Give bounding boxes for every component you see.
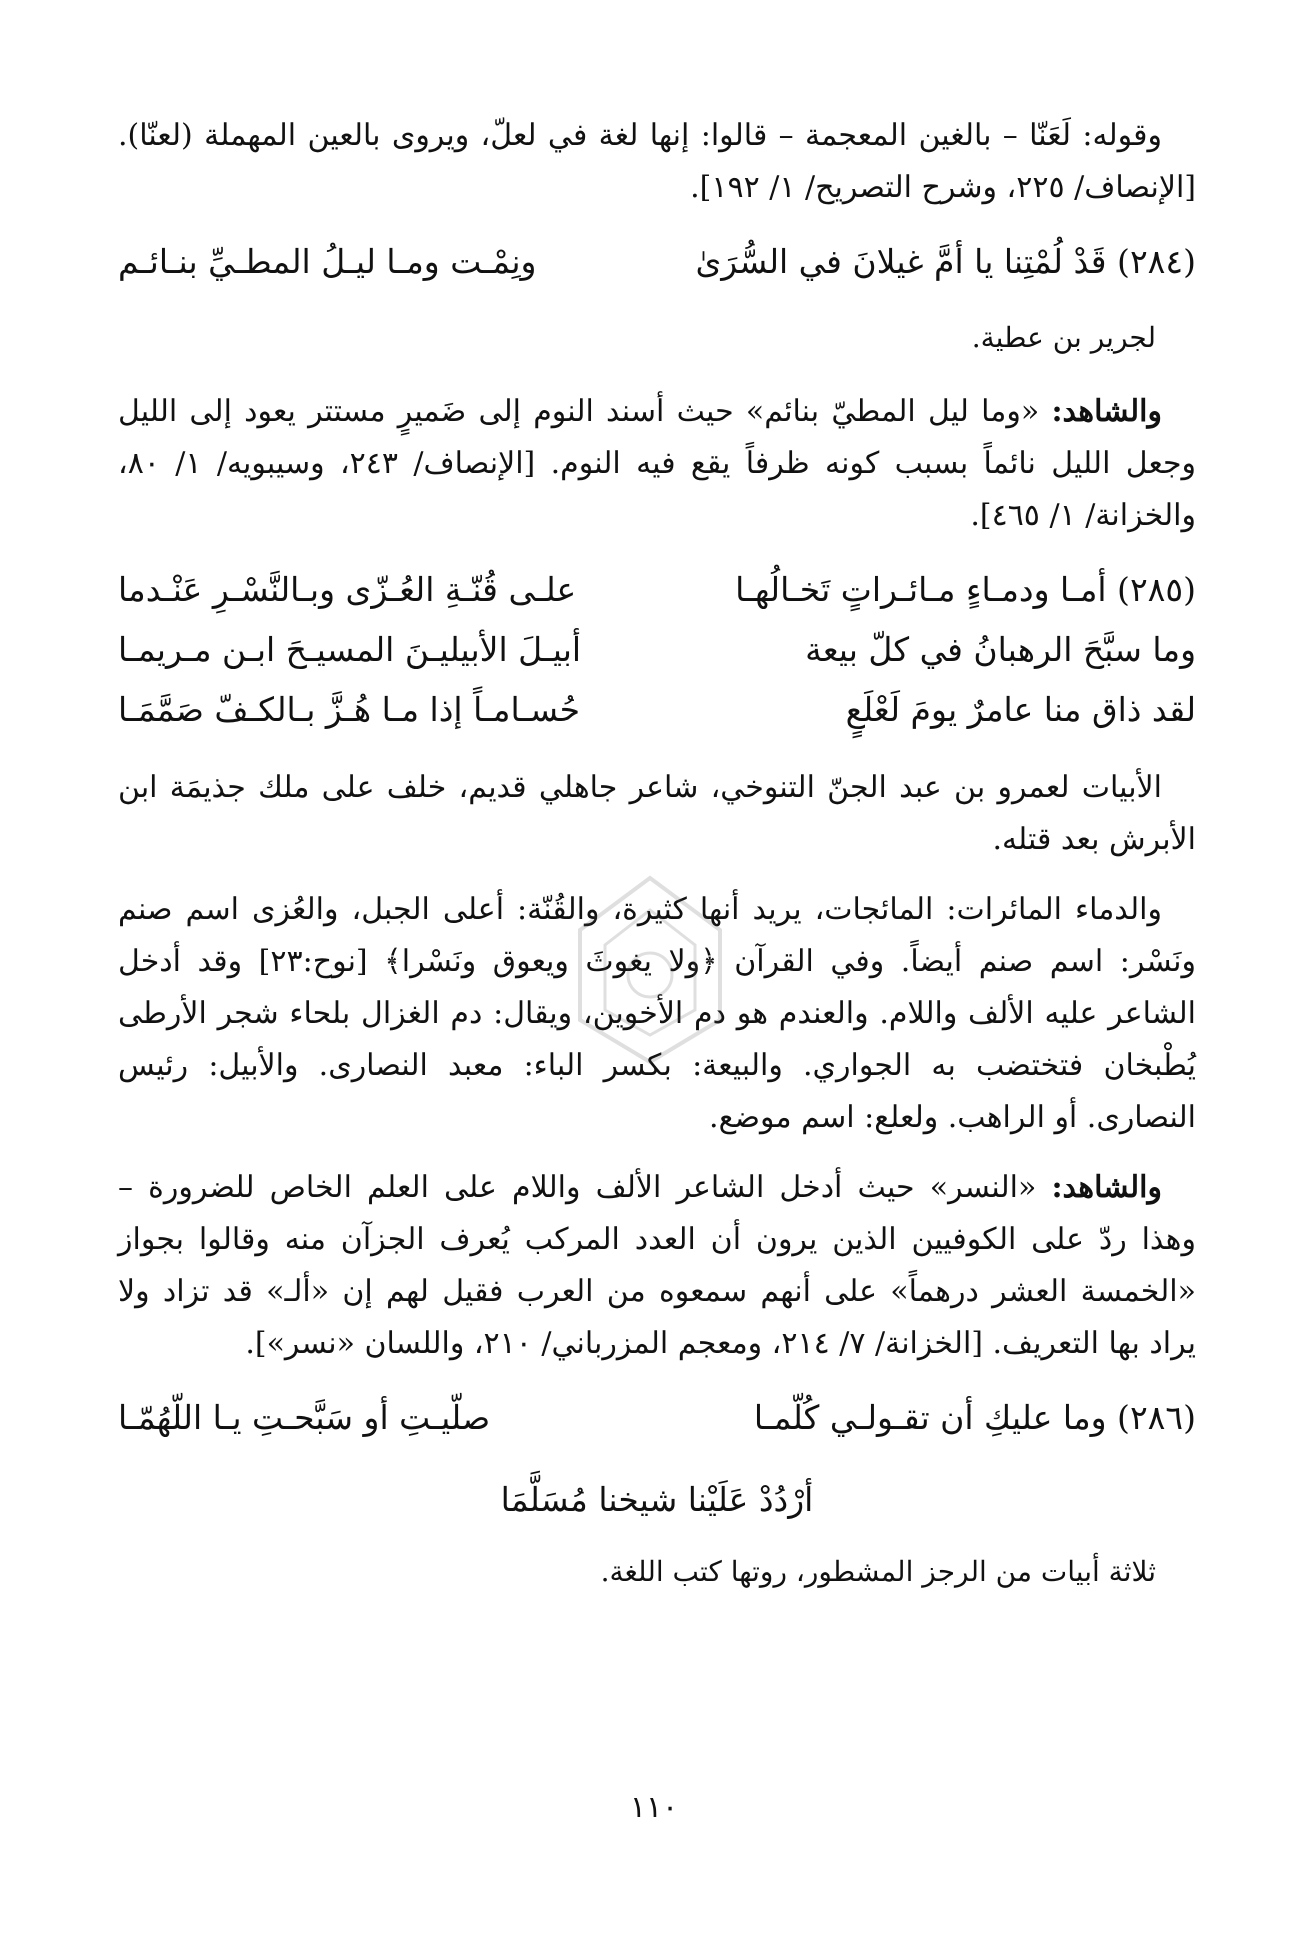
- paragraph-attribution-285: الأبيات لعمرو بن عبد الجنّ التنوخي، شاعر جاهلي قديم، خلف على ملك جذيمَة ابن الأبرش بعد قتله.: [118, 770, 1196, 857]
- paragraph-shahid-284: [118, 386, 1196, 542]
- verse-286-second-hemistich: صلّيـتِ أو سَبَّحـتِ يـا اللّهُمّـا: [118, 1398, 491, 1437]
- shahid-284-text: «وما ليل المطيّ بنائم» حيث أسند النوم إلى ضَميرٍ مستتر يعود إلى الليل وجعل الليل نائماً بسبب كونه ظرفاً يقع فيه النوم. [الإنصاف/ ٢٤٣، وسيبويه/ ١/ ٨٠، والخزانة/ ١/ ٤٦٥].: [118, 394, 1196, 533]
- verse-285: [118, 560, 1196, 740]
- verse-284-second-hemistich: ونِمْـت ومـا ليـلُ المطـيِّ بنـائـم: [118, 242, 537, 281]
- verse-286-line-1: [118, 1388, 1196, 1448]
- verse-285-line-2-second: أبيـلَ الأبيليـنَ المسيـحَ ابـن مـريمـا: [118, 630, 582, 669]
- shahid-label: والشاهد:: [1051, 394, 1162, 429]
- verse-286: [118, 1388, 1196, 1448]
- verse-285-line-1-first: (٢٨٥) أمـا ودمـاءٍ مـائـراتٍ تَخـالُهـا: [735, 570, 1196, 609]
- verse-285-line-1-second: علـى قُنّـةِ العُـزّى وبـالنَّسْـرِ عَنْـدما: [118, 570, 577, 609]
- paragraph-shahid-285: [118, 1162, 1196, 1370]
- verse-284-line: [118, 232, 1196, 292]
- verse-285-line-3: [118, 680, 1196, 740]
- verse-286-line-2: أرْدُدْ عَلَيْنا شيخنا مُسَلَّمَا: [500, 1480, 814, 1519]
- shahid-285-text: «النسر» حيث أدخل الشاعر الألف واللام على العلم الخاص للضرورة – وهذا ردّ على الكوفيين الذين يرون أن العدد المركب يُعرف الجزآن منه وقالوا بجواز «الخمسة العشر درهماً» على أنهم سمعوه من العرب فقيل لهم إن «ألـ» قد تزاد ولا يراد بها التعريف. [الخزانة/ ٧/ ٢١٤، ومعجم المزرباني/ ٢١٠، واللسان «نسر»].: [118, 1170, 1196, 1361]
- verse-286-attribution: ثلاثة أبيات من الرجز المشطور، روتها كتب اللغة.: [600, 1555, 1156, 1588]
- verse-284-first-hemistich: (٢٨٤) قَدْ لُمْتِنا يا أمَّ غيلانَ في السُّرَىٰ: [695, 242, 1196, 281]
- verse-286-first-hemistich: (٢٨٦) وما عليكِ أن تقـولـي كُلّمـا: [753, 1398, 1196, 1437]
- verse-285-line-2-first: وما سبَّحَ الرهبانُ في كلّ بيعة: [805, 630, 1196, 669]
- verse-285-line-3-first: لقد ذاق منا عامرٌ يومَ لَعْلَعٍ: [845, 690, 1196, 729]
- verse-284: [118, 232, 1196, 292]
- verse-285-line-2: [118, 620, 1196, 680]
- paragraph-note-lanna: وقوله: لَعَنّا – بالغين المعجمة – قالوا: إنها لغة في لعلّ، ويروى بالعين المهملة (لعنّا). [الإنصاف/ ٢٢٥، وشرح التصريح/ ١/ ١٩٢].: [118, 118, 1196, 205]
- shahid-label: والشاهد:: [1051, 1170, 1162, 1205]
- verse-285-line-1: [118, 560, 1196, 620]
- page-number: ١١٠: [629, 1790, 679, 1825]
- paragraph-glossary-285: والدماء المائرات: المائجات، يريد أنها كثيرة، والقُنّة: أعلى الجبل، والعُزى اسم صنم ونَسْر: اسم صنم أيضاً. وفي القرآن ﴿ولا يغوثَ ويعوق ونَسْرا﴾ [نوح:٢٣] وقد أدخل الشاعر عليه الألف واللام. والعندم هو دم الأخوين، ويقال: دم الغزال بلحاء شجر الأرطى يُطْبخان فتختضب به الجواري. والبيعة: بكسر الباء: معبد النصارى. والأبيل: رئيس النصارى. أو الراهب. ولعلع: اسم موضع.: [118, 892, 1197, 1135]
- verse-284-attribution: لجرير بن عطية.: [971, 321, 1156, 354]
- verse-285-line-3-second: حُسـامـاً إذا مـا هُـزَّ بـالكـفّ صَمَّمَـا: [118, 690, 581, 729]
